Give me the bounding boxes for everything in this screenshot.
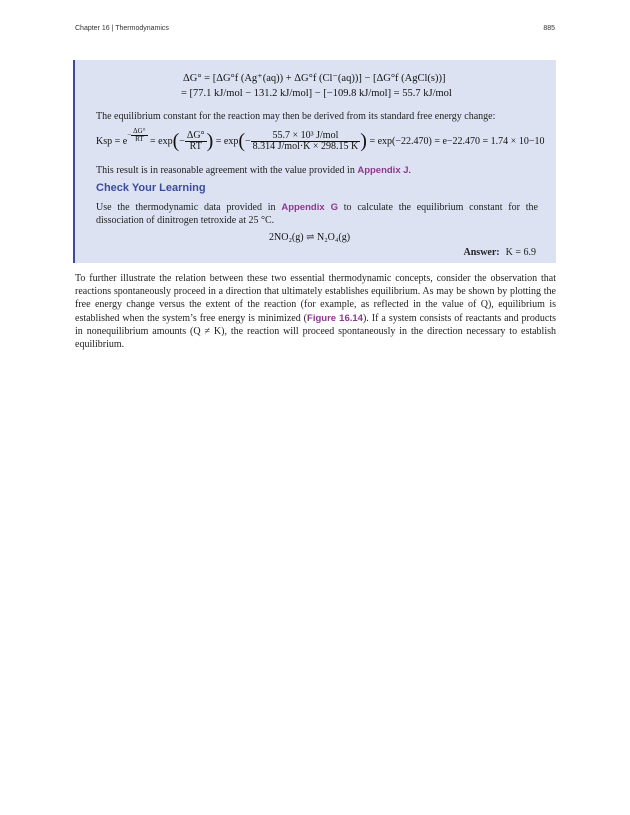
agreement-period: . (408, 165, 412, 176)
check-your-learning-heading: Check Your Learning (96, 182, 206, 194)
agreement-text: This result is in reasonable agreement with the value provided in (96, 165, 358, 176)
check-your-learning-text (96, 201, 538, 227)
equation-delta-g-line1: ΔG° = [ΔG°f (Ag⁺(aq)) + ΔG°f (Cl⁻(aq))] − [ΔG°f (AgCl(s))] (183, 73, 446, 84)
cyl-text-after: to calculate the equilibrium constant for the dissociation of dinitrogen tetroxide at 25 °C. (96, 202, 538, 227)
ksp-fraction1-numerator: ΔG° (186, 130, 205, 141)
paragraph-agreement (96, 164, 546, 177)
page-number: 885 (543, 25, 555, 32)
running-header (75, 25, 555, 37)
answer (464, 247, 536, 258)
ksp-exponent-denominator: RT (135, 135, 144, 144)
ksp-fraction1-denominator: RT (189, 141, 202, 152)
body-text-part1: To further illustrate the relation between these two essential thermodynamic concepts, consider the observation that reactions spontaneously proceed in a direction that ultimately establishes equilibrium. As may be shown by plotting the free energy change versus the extent of the reaction (for example, as reflected in the value of Q), equilibrium is established when the system’s free energy is minimized ( (75, 273, 556, 324)
paragraph-equilibrium-constant: The equilibrium constant for the reaction may then be derived from its standard free energy change: (96, 111, 496, 122)
example-box (73, 60, 556, 263)
appendix-j-link[interactable]: Appendix J (357, 165, 409, 176)
ksp-exponent-numerator: ΔG° (133, 127, 146, 136)
ksp-fraction2-numerator: 55.7 × 10³ J/mol (251, 131, 361, 142)
appendix-g-link[interactable]: Appendix G (281, 202, 338, 213)
figure-16-14-link[interactable]: Figure 16.14 (307, 312, 363, 324)
body-text-part2: ). If a system consists of reactants and products in nonequilibrium amounts (Q ≠ K), the reaction will proceed spontaneously in the direction necessary to establish equilibrium. (75, 312, 556, 351)
answer-value: K = 6.9 (505, 247, 536, 258)
ksp-exp-2: = exp (215, 135, 239, 147)
chapter-title: Chapter 16 | Thermodynamics (75, 25, 169, 32)
reaction-equation: 2NO₂(g) ⇌ N₂O₄(g) (269, 232, 351, 243)
answer-label: Answer: (463, 247, 500, 258)
ksp-fraction2-denominator: 8.314 J/mol·K × 298.15 K (252, 141, 359, 152)
equation-ksp: Ksp = $e^{- \frac{\Delta G^\circ}{RT}}$ = exp(− $\frac{\Delta G^\circ}{RT}$ ) = exp(− $\frac{\text{55.7 × 10³ J/mol}}{\text{8.314 J/mol·K × 298.15 K}}$ ) = exp(−22.470) = e−22.470 = 1.74 × 10−10 (96, 127, 545, 152)
cyl-text-before: Use the thermodynamic data provided in (96, 202, 282, 213)
ksp-lhs: Ksp = e (96, 135, 128, 147)
ksp-exp-1: = exp (150, 135, 173, 147)
ksp-result: = exp(−22.470) = e−22.470 = 1.74 × 10−10 (369, 135, 545, 147)
equation-delta-g-line2: = [77.1 kJ/mol − 131.2 kJ/mol] − [−109.8 kJ/mol] = 55.7 kJ/mol (181, 88, 452, 99)
body-paragraph (75, 272, 556, 351)
